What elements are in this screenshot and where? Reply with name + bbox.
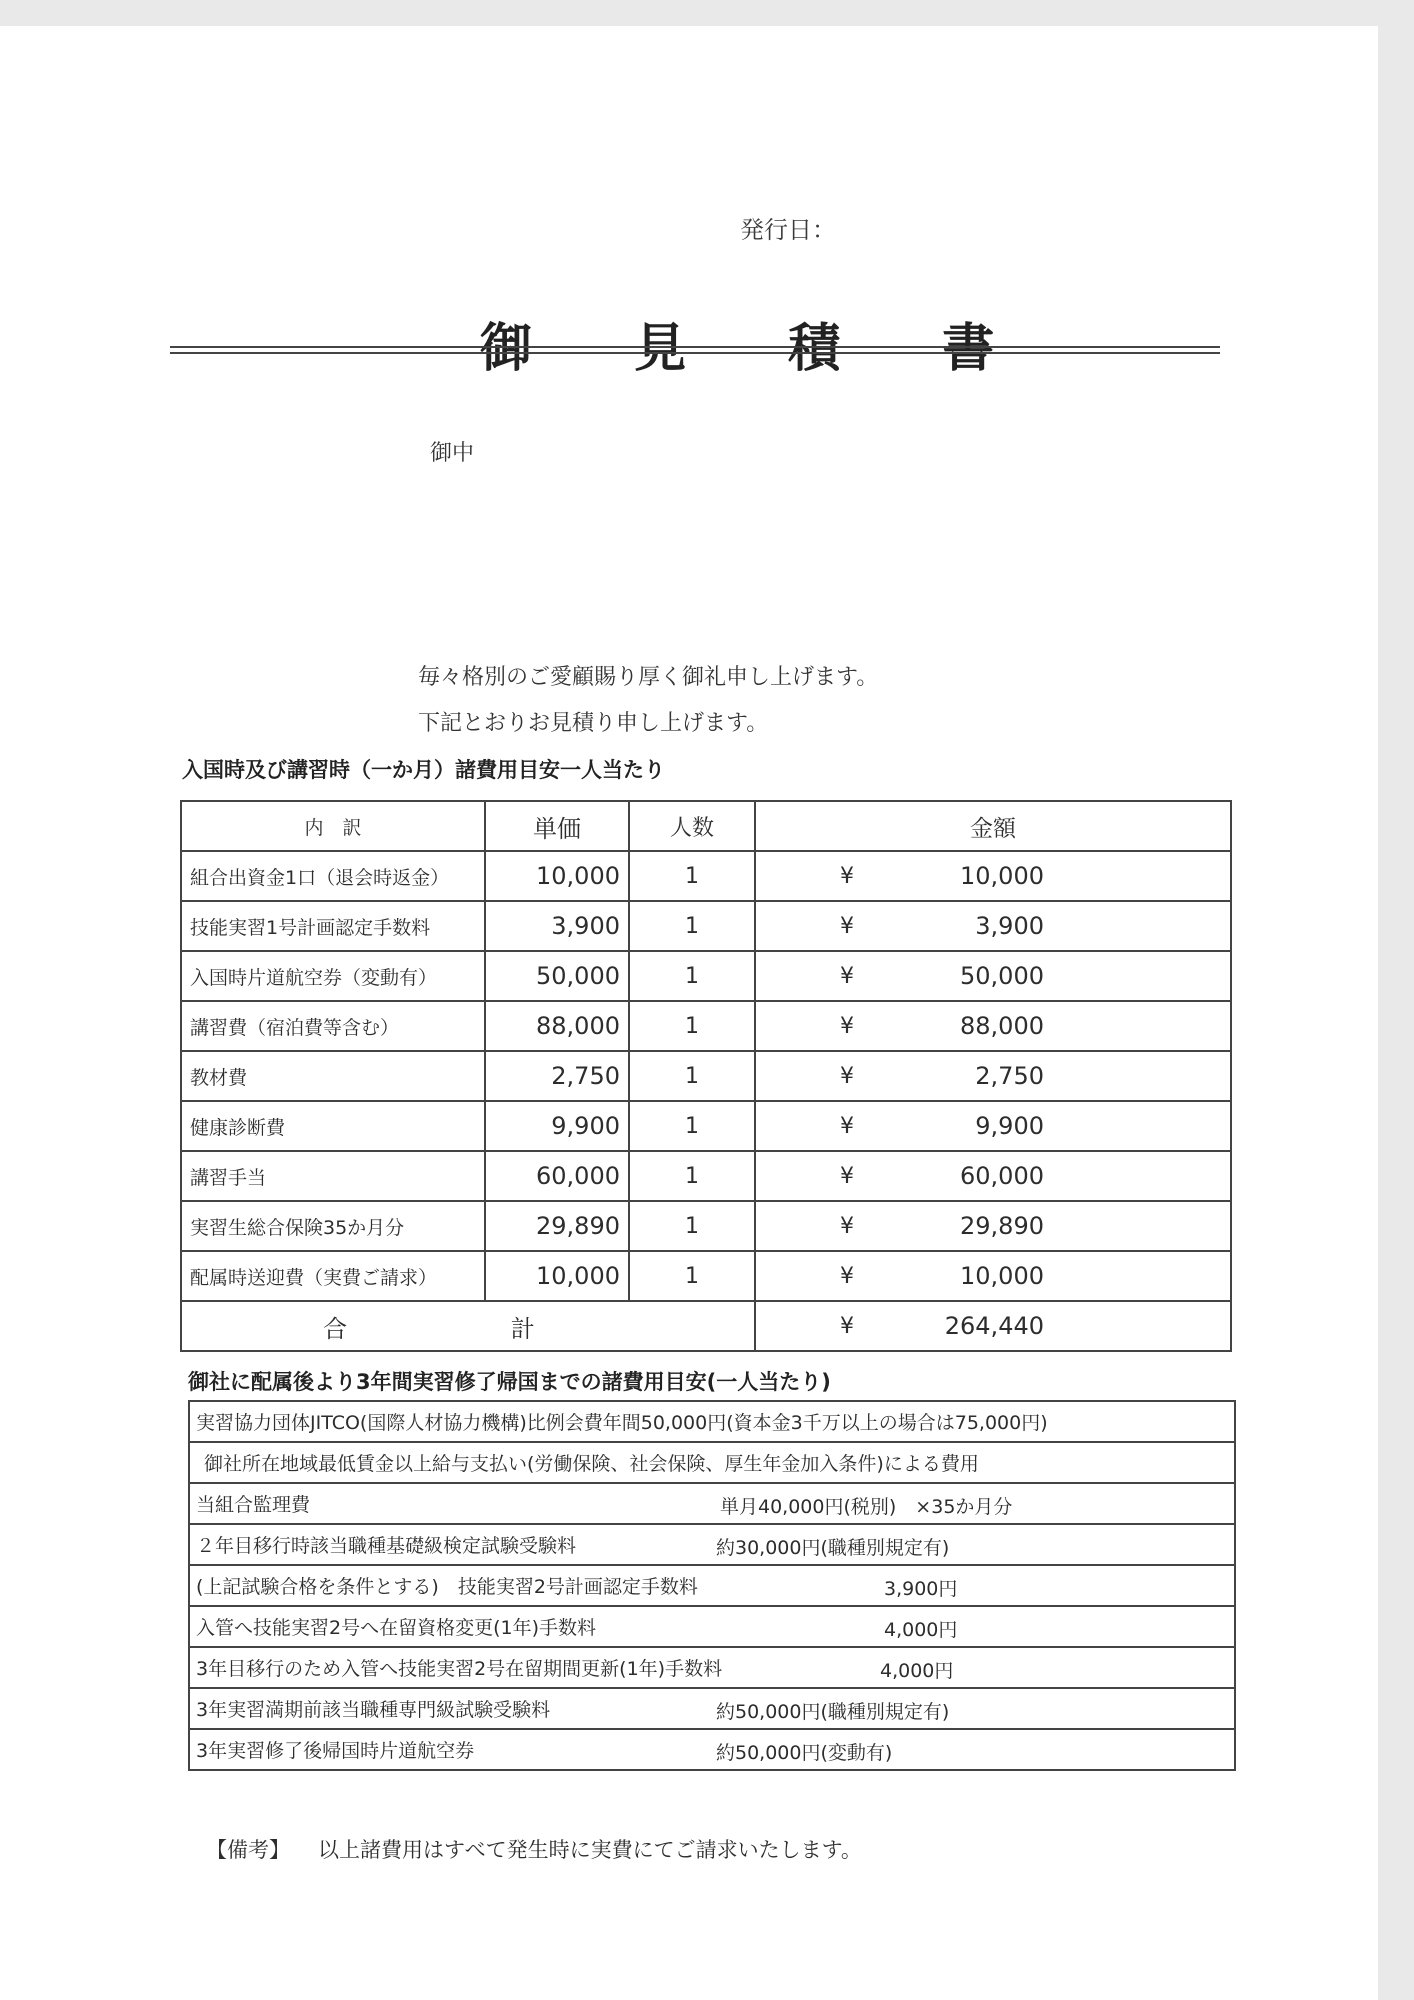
title-rule-top: [170, 346, 1220, 348]
cost-item: 入管へ技能実習2号へ在留資格変更(1年)手数料: [196, 1617, 597, 1639]
cost-item: (上記試験合格を条件とする) 技能実習2号計画認定手数料: [196, 1576, 698, 1598]
row-amount: [755, 1001, 1231, 1051]
total-label: 合 計: [181, 1301, 755, 1351]
row-item: 組合出資金1口（退会時返金）: [181, 851, 485, 901]
estimate-table-header: [181, 801, 1231, 851]
cost-value: 約50,000円(職種別規定有): [716, 1701, 950, 1723]
cost-value: 4,000円: [884, 1619, 958, 1641]
total-amount: [755, 1301, 1231, 1351]
yen-sign: ¥: [840, 1014, 854, 1039]
row-qty: 1: [629, 1001, 755, 1051]
row-amount-value: 10,000: [960, 862, 1044, 890]
cost-value: 約30,000円(職種別規定有): [716, 1537, 950, 1559]
row-qty: 1: [629, 1051, 755, 1101]
cost-item: 実習協力団体JITCO(国際人材協力機構)比例会費年間50,000円(資本金3千万以上の場合は75,000円): [196, 1412, 1048, 1434]
row-unit-price: 2,750: [485, 1051, 629, 1101]
cost-row: [189, 1729, 1235, 1770]
row-amount: [755, 901, 1231, 951]
cost-row: [189, 1606, 1235, 1647]
row-amount: [755, 1251, 1231, 1301]
row-qty: 1: [629, 1101, 755, 1151]
cost-value: 3,900円: [884, 1578, 958, 1600]
row-item: 講習手当: [181, 1151, 485, 1201]
greeting-line-1: 毎々格別のご愛顧賜り厚く御礼申し上げます。: [418, 665, 879, 690]
table-row: [181, 1101, 1231, 1151]
cost-value: 4,000円: [880, 1660, 954, 1682]
table-row: [181, 901, 1231, 951]
cost-item: 3年実習修了後帰国時片道航空券: [196, 1740, 475, 1762]
yen-sign: ¥: [840, 1164, 854, 1189]
row-item: 講習費（宿泊費等含む）: [181, 1001, 485, 1051]
greeting-line-2: 下記とおりお見積り申し上げます。: [418, 711, 769, 736]
table-row: [189, 1565, 1235, 1606]
row-qty: 1: [629, 851, 755, 901]
document-page: [0, 26, 1378, 2000]
header-item: 内 訳: [181, 801, 485, 851]
cost-item: 3年実習満期前該当職種専門級試験受験料: [196, 1699, 551, 1721]
table-row: [189, 1606, 1235, 1647]
header-unit-price: 単価: [485, 801, 629, 851]
yen-sign: ¥: [840, 914, 854, 939]
yen-sign: ¥: [840, 964, 854, 989]
title-rule-bottom: [170, 352, 1220, 354]
row-amount-value: 2,750: [975, 1062, 1044, 1090]
row-unit-price: 3,900: [485, 901, 629, 951]
remarks: [206, 1834, 862, 1864]
yen-sign: ¥: [840, 864, 854, 889]
row-amount-value: 88,000: [960, 1012, 1044, 1040]
row-unit-price: 60,000: [485, 1151, 629, 1201]
row-amount-value: 60,000: [960, 1162, 1044, 1190]
document-title: 御 見 積 書: [480, 318, 1037, 379]
table-row: [189, 1401, 1235, 1442]
cost-row: [189, 1401, 1235, 1442]
table-row: [181, 951, 1231, 1001]
row-amount-value: 10,000: [960, 1262, 1044, 1290]
row-qty: 1: [629, 901, 755, 951]
row-unit-price: 10,000: [485, 851, 629, 901]
cost-row: [189, 1647, 1235, 1688]
cost-item: ２年目移行時該当職種基礎級検定試験受験料: [196, 1535, 577, 1557]
row-item: 健康診断費: [181, 1101, 485, 1151]
table-row: [181, 851, 1231, 901]
table-row: [189, 1729, 1235, 1770]
cost-item: 当組合監理費: [196, 1494, 311, 1516]
row-qty: 1: [629, 1251, 755, 1301]
row-unit-price: 9,900: [485, 1101, 629, 1151]
row-amount: [755, 951, 1231, 1001]
yen-sign: ¥: [840, 1314, 854, 1339]
table-row: [189, 1524, 1235, 1565]
row-item: 実習生総合保険35か月分: [181, 1201, 485, 1251]
costs-section-title: 御社に配属後より3年間実習修了帰国までの諸費用目安(一人当たり): [188, 1370, 831, 1394]
row-item: 入国時片道航空券（変動有）: [181, 951, 485, 1001]
cost-row: [189, 1483, 1235, 1524]
row-item: 配属時送迎費（実費ご請求）: [181, 1251, 485, 1301]
row-amount-value: 29,890: [960, 1212, 1044, 1240]
row-qty: 1: [629, 1201, 755, 1251]
issue-date-label: 発行日：: [740, 216, 836, 244]
costs-table: [188, 1400, 1236, 1771]
remarks-text: 以上諸費用はすべて発生時に実費にてご請求いたします。: [318, 1838, 862, 1862]
table-row: [181, 1251, 1231, 1301]
cost-value: 約50,000円(変動有): [716, 1742, 893, 1764]
yen-sign: ¥: [840, 1064, 854, 1089]
estimate-table: [180, 800, 1232, 1352]
table-row: [181, 1151, 1231, 1201]
total-row: [181, 1301, 1231, 1351]
cost-item: 3年目移行のため入管へ技能実習2号在留期間更新(1年)手数料: [196, 1658, 723, 1680]
row-unit-price: 10,000: [485, 1251, 629, 1301]
cost-row: [189, 1688, 1235, 1729]
row-amount: [755, 1101, 1231, 1151]
addressee-suffix: 御中: [430, 441, 475, 466]
row-item: 技能実習1号計画認定手数料: [181, 901, 485, 951]
header-qty: 人数: [629, 801, 755, 851]
estimate-section-title: 入国時及び講習時（一か月）諸費用目安一人当たり: [182, 758, 665, 782]
row-unit-price: 50,000: [485, 951, 629, 1001]
cost-row: [189, 1565, 1235, 1606]
table-row: [189, 1688, 1235, 1729]
table-row: [181, 1051, 1231, 1101]
yen-sign: ¥: [840, 1114, 854, 1139]
remarks-label: 【備考】: [206, 1838, 290, 1862]
cost-row: [189, 1524, 1235, 1565]
row-qty: 1: [629, 951, 755, 1001]
table-row: [181, 1001, 1231, 1051]
row-amount: [755, 851, 1231, 901]
row-item: 教材費: [181, 1051, 485, 1101]
header-amount: 金額: [755, 801, 1231, 851]
yen-sign: ¥: [840, 1264, 854, 1289]
table-row: [189, 1483, 1235, 1524]
row-qty: 1: [629, 1151, 755, 1201]
table-row: [189, 1442, 1235, 1483]
yen-sign: ¥: [840, 1214, 854, 1239]
row-amount: [755, 1201, 1231, 1251]
row-amount-value: 50,000: [960, 962, 1044, 990]
total-amount-value: 264,440: [944, 1312, 1044, 1340]
row-unit-price: 88,000: [485, 1001, 629, 1051]
cost-row: [189, 1442, 1235, 1483]
row-amount-value: 9,900: [975, 1112, 1044, 1140]
row-unit-price: 29,890: [485, 1201, 629, 1251]
table-row: [181, 1201, 1231, 1251]
row-amount-value: 3,900: [975, 912, 1044, 940]
row-amount: [755, 1151, 1231, 1201]
table-row: [189, 1647, 1235, 1688]
cost-item: 御社所在地域最低賃金以上給与支払い(労働保険、社会保険、厚生年金加入条件)による費用: [204, 1453, 979, 1475]
cost-value: 単月40,000円(税別) ×35か月分: [720, 1496, 1013, 1518]
row-amount: [755, 1051, 1231, 1101]
